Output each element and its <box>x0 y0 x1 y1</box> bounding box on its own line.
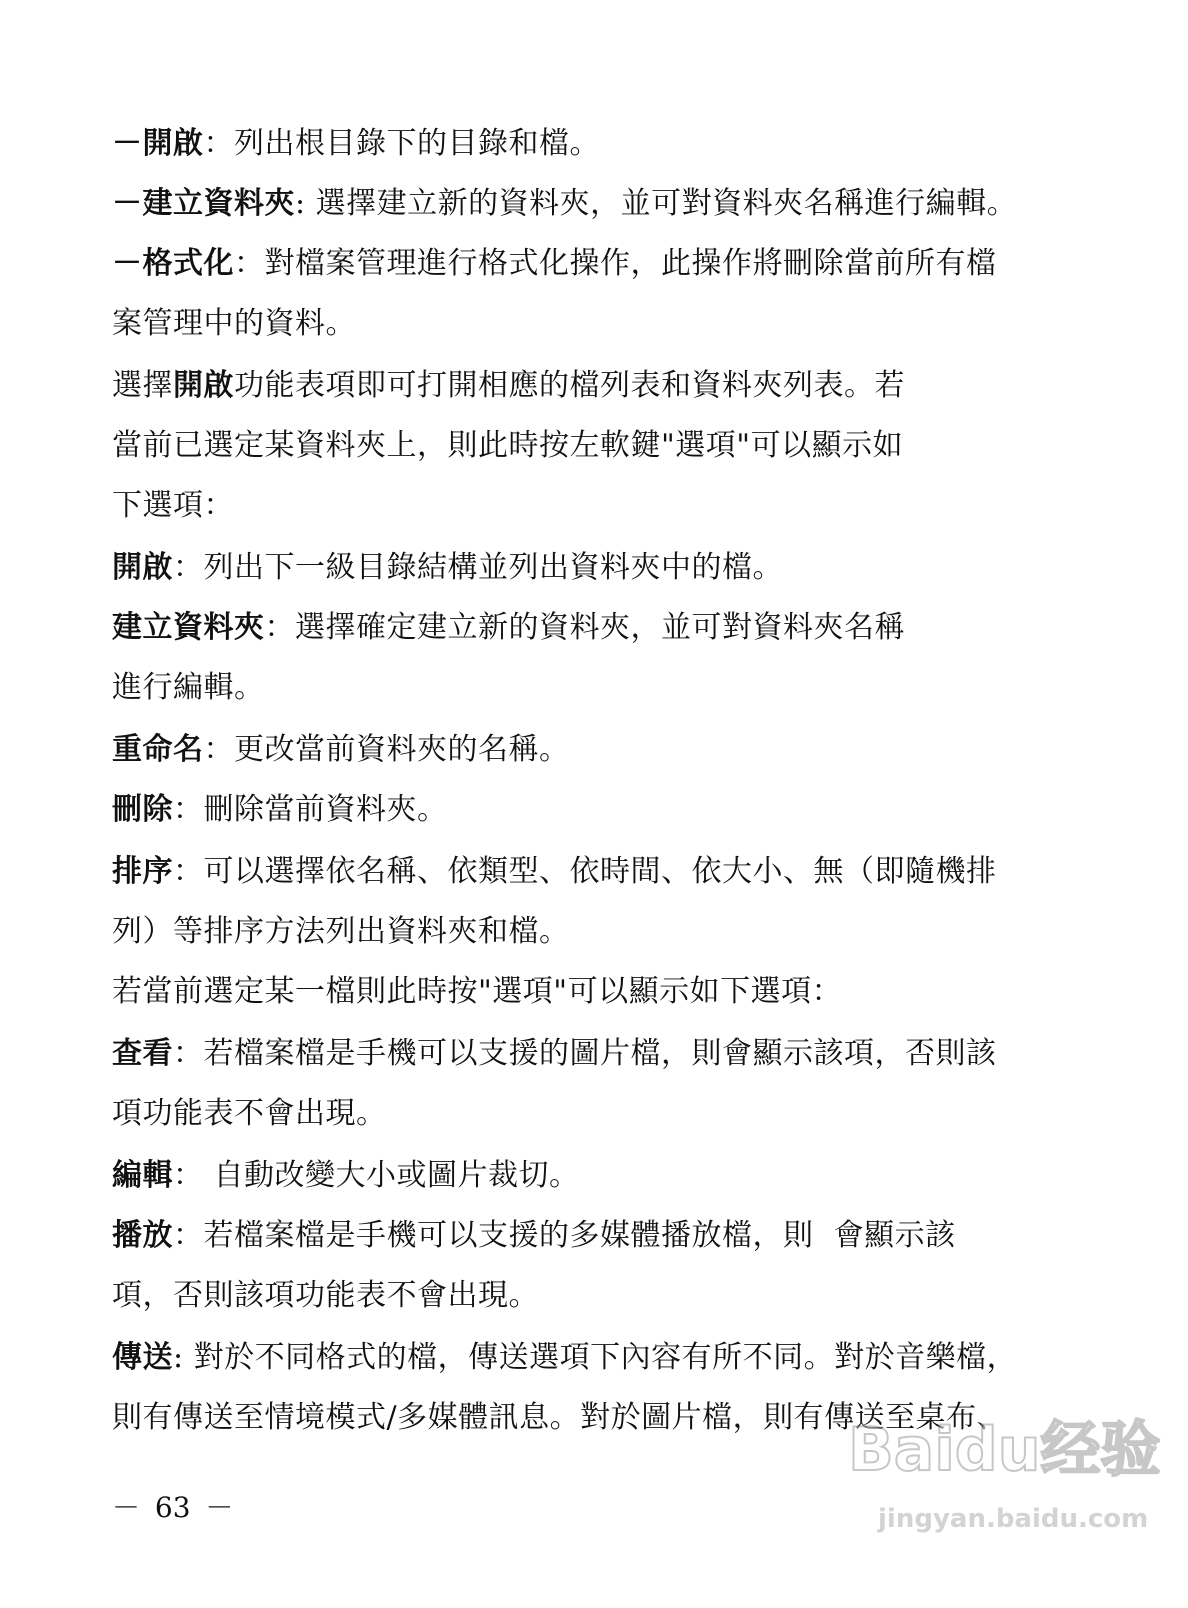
term-label: 查看 <box>112 1036 173 1071</box>
term-description: ：若檔案檔是手機可以支援的多媒體播放檔，則 會顯示該 <box>173 1218 956 1253</box>
continuation-text: 項功能表不會出現。 <box>112 1096 387 1131</box>
text-line-9 <box>112 608 1072 648</box>
term-label: 刪除 <box>112 792 173 827</box>
term-label: 開啟 <box>173 368 234 403</box>
term-description: ：更改當前資料夾的名稱。 <box>203 732 570 767</box>
text-line-14 <box>112 912 1072 952</box>
text-line-12 <box>112 790 1072 830</box>
term-description: ：可以選擇依名稱、依類型、依時間、依大小、無（即隨機排 <box>173 854 997 889</box>
text-line-1 <box>112 124 1072 164</box>
term-label: －開啟 <box>112 126 204 161</box>
term-label: 開啟 <box>112 550 173 585</box>
text-line-16 <box>112 1034 1072 1074</box>
continuation-text: 列）等排序方法列出資料夾和檔。 <box>112 914 570 949</box>
lead-text: 選擇 <box>112 368 173 403</box>
continuation-text: 當前已選定某資料夾上，則此時按左軟鍵"選項"可以顯示如 <box>112 428 904 463</box>
term-description: : 選擇建立新的資料夾，並可對資料夾名稱進行編輯。 <box>295 186 1018 221</box>
term-label: 排序 <box>112 854 173 889</box>
term-description: ：刪除當前資料夾。 <box>173 792 448 827</box>
page-number: － 63 － <box>112 1491 234 1524</box>
term-description: ： 自動改變大小或圖片裁切。 <box>173 1158 580 1193</box>
text-line-19 <box>112 1216 1072 1256</box>
term-description: : 對於不同格式的檔，傳送選項下內容有所不同。對於音樂檔， <box>173 1340 1018 1375</box>
text-line-7 <box>112 486 1072 526</box>
term-description: 功能表項即可打開相應的檔列表和資料夾列表。若 <box>234 368 905 403</box>
text-line-20 <box>112 1276 1072 1316</box>
watermark-logo: Baidu经验 <box>848 1415 1161 1485</box>
text-line-18 <box>112 1156 1072 1196</box>
continuation-text: 案管理中的資料。 <box>112 306 356 341</box>
text-line-3 <box>112 244 1072 284</box>
term-label: 播放 <box>112 1218 173 1253</box>
text-line-6 <box>112 426 1072 466</box>
text-line-11 <box>112 730 1072 770</box>
text-line-4 <box>112 304 1072 344</box>
term-label: 編輯 <box>112 1158 173 1193</box>
text-line-5 <box>112 366 1072 406</box>
watermark-url: jingyan.baidu.com <box>878 1504 1149 1534</box>
term-description: ：若檔案檔是手機可以支援的圖片檔，則會顯示該項，否則該 <box>173 1036 997 1071</box>
term-description: ：列出根目錄下的目錄和檔。 <box>203 126 600 161</box>
text-line-8 <box>112 548 1072 588</box>
term-description: ：選擇確定建立新的資料夾，並可對資料夾名稱 <box>264 610 905 645</box>
continuation-text: 進行編輯。 <box>112 670 265 705</box>
text-line-13 <box>112 852 1072 892</box>
continuation-text: 則有傳送至情境模式/多媒體訊息。對於圖片檔，則有傳送至桌布、 <box>112 1400 1008 1435</box>
text-line-10 <box>112 668 1072 708</box>
text-line-2 <box>112 184 1072 224</box>
text-line-17 <box>112 1094 1072 1134</box>
term-description: ：列出下一級目錄結構並列出資料夾中的檔。 <box>173 550 783 585</box>
term-label: 重命名 <box>112 732 204 767</box>
continuation-text: 若當前選定某一檔則此時按"選項"可以顯示如下選項： <box>112 974 843 1009</box>
text-line-21 <box>112 1338 1072 1378</box>
term-label: －建立資料夾 <box>112 186 295 221</box>
continuation-text: 項，否則該項功能表不會出現。 <box>112 1278 539 1313</box>
term-label: 傳送 <box>112 1340 173 1375</box>
text-line-15 <box>112 972 1072 1012</box>
term-label: －格式化 <box>112 246 234 281</box>
term-label: 建立資料夾 <box>112 610 265 645</box>
term-description: ：對檔案管理進行格式化操作，此操作將刪除當前所有檔 <box>234 246 997 281</box>
baidu-watermark <box>848 1410 1161 1560</box>
continuation-text: 下選項： <box>112 488 234 523</box>
